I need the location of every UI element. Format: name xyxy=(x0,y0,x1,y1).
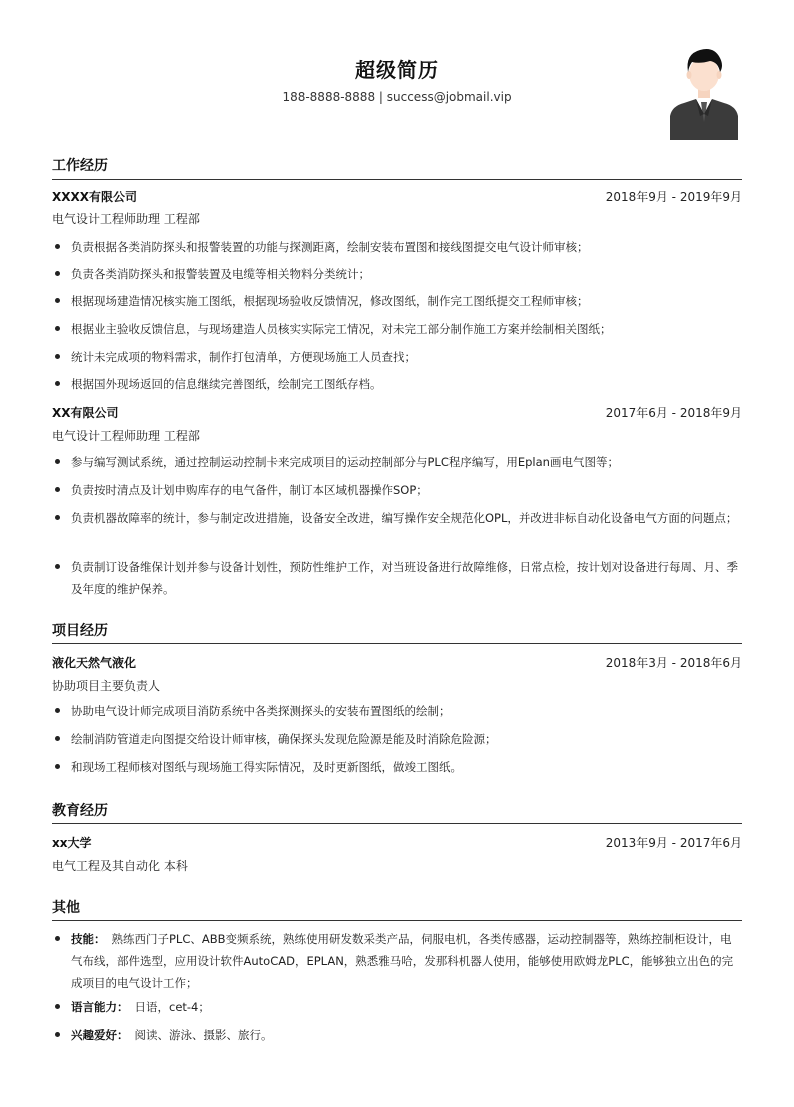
job-role: 电气设计工程师助理 工程部 xyxy=(52,212,200,226)
list-item: 统计未完成项的物料需求，制作打包清单，方便现场施工人员查找； xyxy=(52,346,742,368)
education-entry-header xyxy=(52,834,742,852)
list-item: 和现场工程师核对图纸与现场施工得实际情况，及时更新图纸，做竣工图纸。 xyxy=(52,756,742,778)
section-title-work: 工作经历 xyxy=(52,158,108,174)
item-label: 兴趣爱好： xyxy=(71,1028,129,1042)
section-divider xyxy=(52,823,742,824)
project-name: 液化天然气液化 xyxy=(52,656,137,670)
project-entry-header xyxy=(52,654,742,672)
list-item: 负责各类消防探头和报警装置及电缆等相关物料分类统计； xyxy=(52,263,742,285)
item-label: 语言能力： xyxy=(71,1000,129,1014)
list-item: 协助电气设计师完成项目消防系统中各类探测探头的安装布置图纸的绘制； xyxy=(52,700,742,722)
list-item: 绘制消防管道走向图提交给设计师审核，确保探头发现危险源是能及时消除危险源； xyxy=(52,728,742,750)
section-title-projects: 项目经历 xyxy=(52,623,108,639)
list-item xyxy=(52,996,742,1018)
work-period: 2017年6月 - 2018年9月 xyxy=(605,406,742,420)
candidate-name: 超级简历 xyxy=(355,58,439,82)
school-name: xx大学 xyxy=(52,836,92,850)
job-role: 电气设计工程师助理 工程部 xyxy=(52,429,200,443)
list-item xyxy=(52,928,742,994)
company-name: XX有限公司 xyxy=(52,406,119,420)
company-name: XXXX有限公司 xyxy=(52,190,138,204)
project-role: 协助项目主要负责人 xyxy=(52,679,161,693)
list-item: 负责根据各类消防探头和报警装置的功能与探测距离，绘制安装布置图和接线图提交电气设计师审核； xyxy=(52,236,742,258)
list-item: 根据现场建造情况核实施工图纸，根据现场验收反馈情况，修改图纸，制作完工图纸提交工程师审核； xyxy=(52,290,742,312)
project-period: 2018年3月 - 2018年6月 xyxy=(605,656,742,670)
list-item xyxy=(52,1024,742,1046)
list-item: 根据业主验收反馈信息，与现场建造人员核实实际完工情况，对未完工部分制作施工方案并绘制相关图纸； xyxy=(52,318,742,340)
item-text: 阅读、游泳、摄影、旅行。 xyxy=(134,1028,273,1042)
list-item: 负责制订设备维保计划并参与设备计划性，预防性维护工作，对当班设备进行故障维修，日常点检，按计划对设备进行每周、月、季及年度的维护保养。 xyxy=(52,556,742,600)
list-item: 负责机器故障率的统计，参与制定改进措施，设备安全改进，编写操作安全规范化OPL，并改进非标自动化设备电气方面的问题点； xyxy=(52,507,742,529)
major-degree: 电气工程及其自动化 本科 xyxy=(52,859,188,873)
section-title-education: 教育经历 xyxy=(52,803,108,819)
section-divider xyxy=(52,643,742,644)
item-text: 日语，cet-4； xyxy=(134,1000,210,1014)
list-item: 参与编写测试系统，通过控制运动控制卡来完成项目的运动控制部分与PLC程序编写，用Eplan画电气图等； xyxy=(52,451,742,473)
section-divider xyxy=(52,920,742,921)
list-item: 负责按时清点及计划申购库存的电气备件，制订本区域机器操作SOP； xyxy=(52,479,742,501)
avatar xyxy=(670,44,738,140)
resume-header xyxy=(0,0,794,150)
education-period: 2013年9月 - 2017年6月 xyxy=(605,836,742,850)
item-text: 熟练西门子PLC、ABB变频系统，熟练使用研发数采类产品，伺服电机，各类传感器，运动控制器等，熟练控制柜设计，电气布线，部件选型，应用设计软件AutoCAD，EPLAN，熟悉雅马哈，发那科机器人使用，能够使用欧姆龙PLC，能够独立出色的完成项目的电气设计工作； xyxy=(71,932,734,990)
work-entry-1-header xyxy=(52,188,742,206)
item-label: 技能： xyxy=(71,932,106,946)
section-divider xyxy=(52,179,742,180)
section-title-other: 其他 xyxy=(52,900,80,916)
contact-info: 188-8888-8888 | success@jobmail.vip xyxy=(282,90,512,104)
work-period: 2018年9月 - 2019年9月 xyxy=(605,190,742,204)
list-item: 根据国外现场返回的信息继续完善图纸，绘制完工图纸存档。 xyxy=(52,373,742,395)
work-entry-2-header xyxy=(52,404,742,422)
